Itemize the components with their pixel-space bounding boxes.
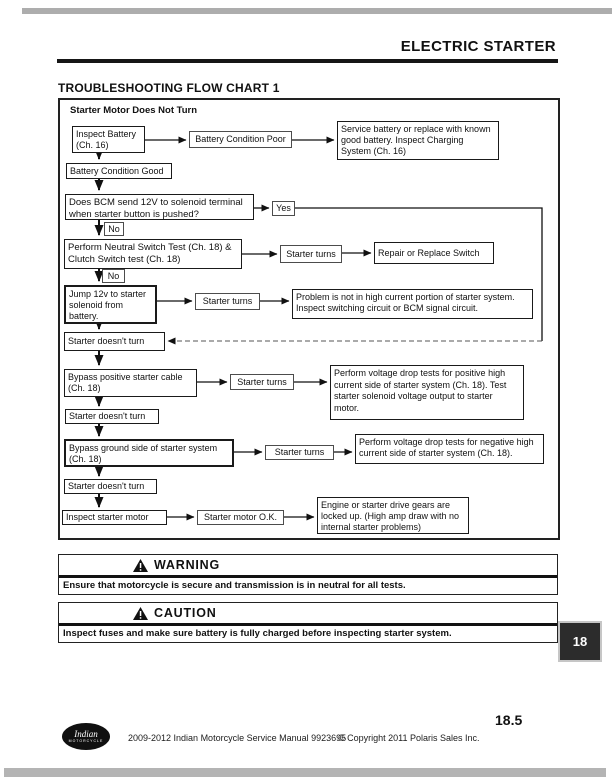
flow-node-yes: Yes [272, 201, 295, 216]
flow-node-bypass-ground-side: Bypass ground side of starter system (Ch. 18) [64, 439, 234, 467]
flow-node-starter-motor-ok: Starter motor O.K. [197, 510, 284, 525]
flow-node-starter-doesnt-turn-2: Starter doesn't turn [65, 409, 159, 424]
caution-box [58, 602, 558, 643]
chapter-tab: 18 [560, 623, 600, 660]
flow-node-starter-turns-1: Starter turns [280, 245, 342, 263]
scan-artifact-bottom [4, 768, 606, 777]
header-rule [57, 59, 558, 63]
flow-node-no-1: No [104, 222, 124, 236]
flow-node-inspect-starter-motor: Inspect starter motor [62, 510, 167, 525]
flow-node-problem-not-high-current: Problem is not in high current portion of starter system. Inspect switching circuit or BCM signal circuit. [292, 289, 533, 319]
page-header-title: ELECTRIC STARTER [400, 38, 556, 55]
flow-node-voltage-drop-negative: Perform voltage drop tests for negative high current side of starter system (Ch. 18). [355, 434, 544, 464]
flow-node-bypass-positive-cable: Bypass positive starter cable (Ch. 18) [64, 369, 197, 397]
flow-node-neutral-clutch-switch-test: Perform Neutral Switch Test (Ch. 18) & Clutch Switch test (Ch. 18) [64, 239, 242, 269]
flow-node-no-2: No [102, 269, 125, 283]
flow-node-starter-doesnt-turn-3: Starter doesn't turn [64, 479, 157, 494]
page-number: 18.5 [495, 712, 523, 728]
flow-node-inspect-battery: Inspect Battery (Ch. 16) [72, 126, 145, 153]
indian-motorcycle-logo [62, 723, 110, 750]
flow-node-starter-doesnt-turn-1: Starter doesn't turn [64, 332, 165, 351]
warning-label: WARNING [154, 558, 221, 572]
flow-node-voltage-drop-positive: Perform voltage drop tests for positive high current side of starter system (Ch. 18). Test starter solenoid voltage output to starter motor. [330, 365, 524, 420]
caution-label: CAUTION [154, 606, 217, 620]
flow-node-starter-turns-2: Starter turns [195, 293, 260, 310]
flow-node-starter-turns-3: Starter turns [230, 374, 294, 390]
warning-box [58, 554, 558, 595]
flow-node-battery-condition-good: Battery Condition Good [66, 163, 172, 179]
flow-node-service-battery: Service battery or replace with known good battery. Inspect Charging System (Ch. 16) [337, 121, 499, 160]
logo-subtitle: MOTORCYCLE [68, 738, 104, 743]
flow-node-battery-condition-poor: Battery Condition Poor [189, 131, 292, 148]
caution-header [59, 603, 557, 626]
caution-triangle-icon [133, 607, 148, 620]
flow-node-engine-gears-locked: Engine or starter drive gears are locked up. (High amp draw with no internal starter problems) [317, 497, 469, 534]
warning-header [59, 555, 557, 578]
troubleshooting-flowchart [58, 98, 560, 540]
flowchart-title: Starter Motor Does Not Turn [70, 105, 198, 116]
flow-node-jump-12v-to-solenoid: Jump 12v to starter solenoid from battery. [64, 285, 157, 324]
section-title: TROUBLESHOOTING FLOW CHART 1 [58, 81, 280, 95]
warning-text: Ensure that motorcycle is secure and transmission is in neutral for all tests. [63, 580, 406, 591]
footer-manual-text: 2009-2012 Indian Motorcycle Service Manual 9923695 [128, 733, 347, 743]
flow-node-starter-turns-4: Starter turns [265, 445, 334, 460]
flow-node-repair-replace-switch: Repair or Replace Switch [374, 242, 494, 264]
flow-node-bcm-12v-question: Does BCM send 12V to solenoid terminal when starter button is pushed? [65, 194, 254, 220]
warning-triangle-icon [133, 559, 148, 572]
scan-artifact-top [22, 8, 612, 14]
caution-text: Inspect fuses and make sure battery is fully charged before inspecting starter system. [63, 628, 452, 639]
footer-copyright-text: © Copyright 2011 Polaris Sales Inc. [338, 733, 480, 743]
logo-title: Indian [74, 728, 98, 739]
